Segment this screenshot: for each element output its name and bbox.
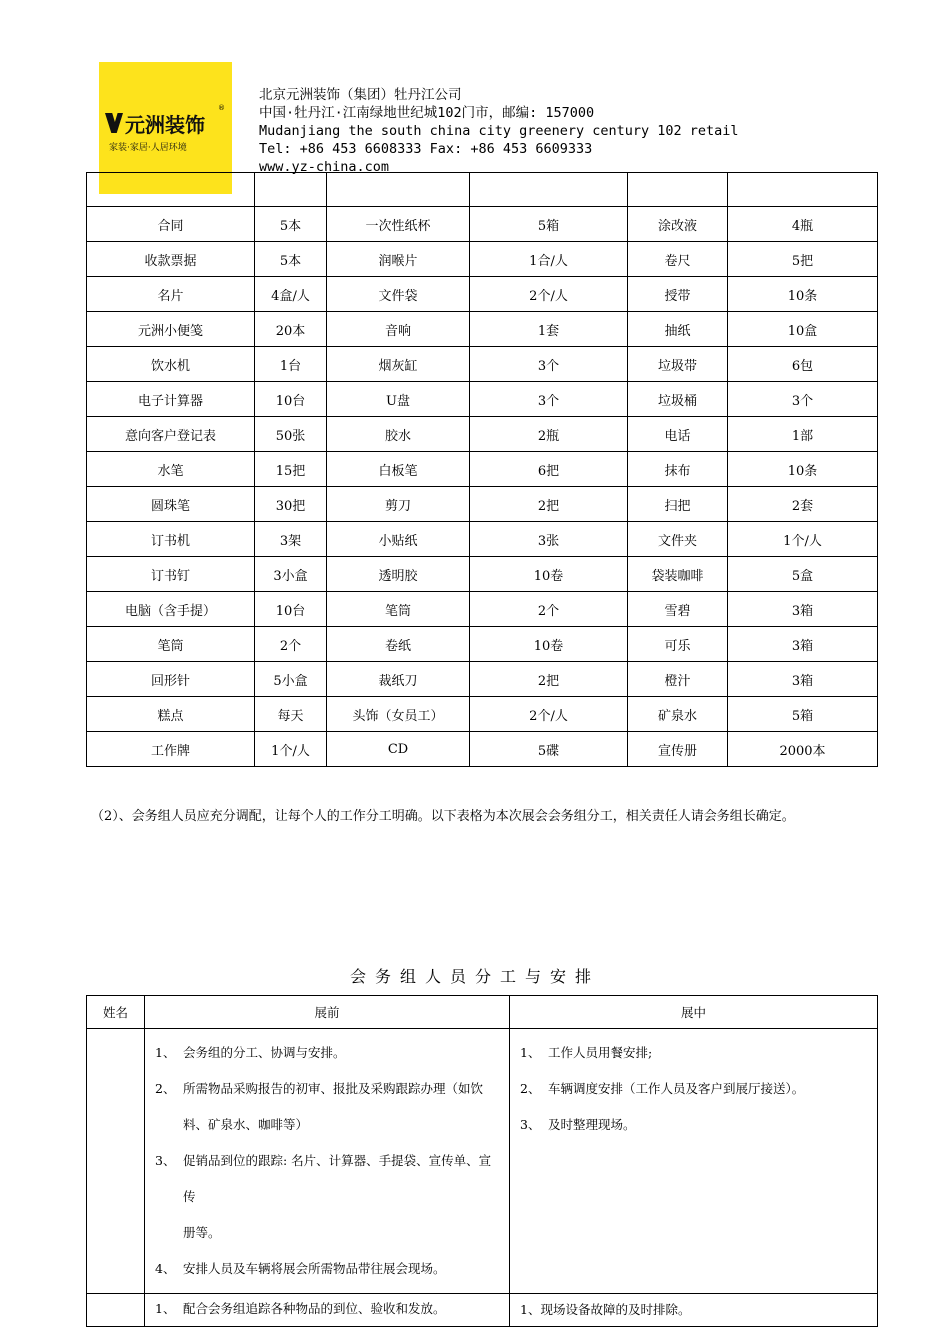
item-name-cell: 卷尺 <box>628 242 728 277</box>
duty-item <box>155 1107 503 1143</box>
item-name-cell: CD <box>327 732 470 767</box>
table-row <box>87 697 878 732</box>
item-name-cell: 名片 <box>87 277 255 312</box>
duty-item <box>520 1107 871 1143</box>
duty-item-text: 配合会务组追踪各种物品的到位、验收和发放。 <box>183 1301 446 1316</box>
item-name-cell: 电脑（含手提） <box>87 592 255 627</box>
duty-item-text: 及时整理现场。 <box>548 1117 636 1132</box>
item-name-cell: 圆珠笔 <box>87 487 255 522</box>
table-cell <box>470 173 628 207</box>
item-name-cell: 笔筒 <box>87 627 255 662</box>
duty-item-text: 料、矿泉水、咖啡等） <box>183 1117 309 1132</box>
logo-registered-mark: ® <box>218 104 225 112</box>
item-name-cell: 垃圾桶 <box>628 382 728 417</box>
item-name-cell: 回形针 <box>87 662 255 697</box>
item-quantity-cell: 15把 <box>255 452 327 487</box>
item-name-cell: 宣传册 <box>628 732 728 767</box>
item-quantity-cell: 3箱 <box>728 627 878 662</box>
item-name-cell: 文件袋 <box>327 277 470 312</box>
item-name-cell: 饮水机 <box>87 347 255 382</box>
duty-item-text: 册等。 <box>183 1225 221 1240</box>
item-quantity-cell: 10卷 <box>470 627 628 662</box>
duty-item <box>155 1215 503 1251</box>
duty-row <box>87 1029 878 1294</box>
item-quantity-cell: 3个 <box>470 347 628 382</box>
item-quantity-cell: 1套 <box>470 312 628 347</box>
item-quantity-cell: 2个 <box>255 627 327 662</box>
logo-mark <box>105 108 226 138</box>
item-name-cell: 一次性纸杯 <box>327 207 470 242</box>
duty-item-text: 安排人员及车辆将展会所需物品带往展会现场。 <box>183 1261 446 1276</box>
item-quantity-cell: 3小盒 <box>255 557 327 592</box>
item-quantity-cell: 5盒 <box>728 557 878 592</box>
item-name-cell: 可乐 <box>628 627 728 662</box>
item-quantity-cell: 5本 <box>255 207 327 242</box>
company-address-en: Mudanjiang the south china city greenery century 102 retail <box>259 123 739 139</box>
logo-tagline: 家装·家居·人居环境 <box>109 143 187 153</box>
item-quantity-cell: 1合/人 <box>470 242 628 277</box>
company-name: 北京元洲装饰（集团）牡丹江公司 <box>259 87 462 103</box>
duty-item <box>155 1035 503 1071</box>
table-cell <box>255 173 327 207</box>
item-name-cell: U盘 <box>327 382 470 417</box>
letterhead <box>259 86 739 176</box>
item-quantity-cell: 50张 <box>255 417 327 452</box>
table-row <box>87 207 878 242</box>
duty-row <box>87 1294 878 1327</box>
table-row <box>87 382 878 417</box>
table-row <box>87 173 878 207</box>
item-quantity-cell: 2000本 <box>728 732 878 767</box>
item-quantity-cell: 3箱 <box>728 662 878 697</box>
item-name-cell: 剪刀 <box>327 487 470 522</box>
item-quantity-cell: 1台 <box>255 347 327 382</box>
item-quantity-cell: 10卷 <box>470 557 628 592</box>
header-name: 姓名 <box>87 996 145 1029</box>
item-quantity-cell: 2把 <box>470 487 628 522</box>
item-name-cell: 收款票据 <box>87 242 255 277</box>
item-name-cell: 胶水 <box>327 417 470 452</box>
item-quantity-cell: 6包 <box>728 347 878 382</box>
table-row <box>87 417 878 452</box>
table-row <box>87 347 878 382</box>
item-name-cell: 矿泉水 <box>628 697 728 732</box>
item-name-cell: 意向客户登记表 <box>87 417 255 452</box>
item-name-cell: 裁纸刀 <box>327 662 470 697</box>
item-quantity-cell: 10条 <box>728 277 878 312</box>
duty-item-text: 工作人员用餐安排; <box>548 1045 653 1060</box>
item-quantity-cell: 10台 <box>255 382 327 417</box>
table-cell <box>327 173 470 207</box>
duty-item <box>520 1035 871 1071</box>
item-quantity-cell: 30把 <box>255 487 327 522</box>
item-name-cell: 涂改液 <box>628 207 728 242</box>
item-quantity-cell: 2瓶 <box>470 417 628 452</box>
duty-item-number: 4、 <box>155 1261 176 1276</box>
item-quantity-cell: 3架 <box>255 522 327 557</box>
company-address: 中国·牡丹江·江南绿地世纪城102门市，邮编: 157000 <box>259 105 595 121</box>
item-quantity-cell: 2个/人 <box>470 277 628 312</box>
item-quantity-cell: 每天 <box>255 697 327 732</box>
table-row <box>87 522 878 557</box>
item-name-cell: 小贴纸 <box>327 522 470 557</box>
item-name-cell: 水笔 <box>87 452 255 487</box>
item-name-cell: 订书钉 <box>87 557 255 592</box>
duty-item-text: 会务组的分工、协调与安排。 <box>183 1045 346 1060</box>
item-quantity-cell: 5碟 <box>470 732 628 767</box>
item-quantity-cell: 1部 <box>728 417 878 452</box>
item-quantity-cell: 10盒 <box>728 312 878 347</box>
company-website: www.yz-china.com <box>259 159 390 175</box>
item-quantity-cell: 10台 <box>255 592 327 627</box>
item-name-cell: 授带 <box>628 277 728 312</box>
item-name-cell: 电子计算器 <box>87 382 255 417</box>
item-name-cell: 订书机 <box>87 522 255 557</box>
duty-table <box>86 995 878 1327</box>
duty-item-text: 车辆调度安排（工作人员及客户到展厅接送）。 <box>548 1081 805 1096</box>
table-row <box>87 627 878 662</box>
item-quantity-cell: 5本 <box>255 242 327 277</box>
duty-item <box>155 1294 503 1324</box>
item-quantity-cell: 20本 <box>255 312 327 347</box>
table-cell <box>628 173 728 207</box>
duty-item <box>520 1071 871 1107</box>
item-name-cell: 电话 <box>628 417 728 452</box>
header-during: 展中 <box>510 996 878 1029</box>
item-quantity-cell: 3个 <box>728 382 878 417</box>
duty-item-number <box>155 1215 183 1251</box>
duty-item <box>155 1143 503 1215</box>
duty-item-number: 1、 <box>155 1301 176 1316</box>
item-quantity-cell: 2个/人 <box>470 697 628 732</box>
duty-item-number: 1、 <box>155 1045 176 1060</box>
duty-item <box>155 1071 503 1107</box>
item-quantity-cell: 3箱 <box>728 592 878 627</box>
item-name-cell: 雪碧 <box>628 592 728 627</box>
item-quantity-cell: 5小盒 <box>255 662 327 697</box>
table-row <box>87 277 878 312</box>
item-name-cell: 袋装咖啡 <box>628 557 728 592</box>
item-quantity-cell: 4盒/人 <box>255 277 327 312</box>
table-row <box>87 312 878 347</box>
duty-header-row <box>87 996 878 1029</box>
duty-before-cell <box>145 1029 510 1294</box>
duty-item-number: 2、 <box>520 1081 541 1096</box>
item-quantity-cell: 2把 <box>470 662 628 697</box>
duty-item-number: 1、 <box>520 1045 541 1060</box>
item-name-cell: 音响 <box>327 312 470 347</box>
item-name-cell: 卷纸 <box>327 627 470 662</box>
duty-table-title: 会务组人员分工与安排 <box>349 967 600 986</box>
item-quantity-cell: 1个/人 <box>255 732 327 767</box>
table-cell <box>728 173 878 207</box>
item-name-cell: 工作牌 <box>87 732 255 767</box>
duty-item-number: 3、 <box>520 1117 541 1132</box>
duty-item <box>155 1251 503 1287</box>
item-name-cell: 抽纸 <box>628 312 728 347</box>
logo-name: 元洲装饰 <box>125 112 205 137</box>
company-contact: Tel: +86 453 6608333 Fax: +86 453 6609333 <box>259 141 593 157</box>
staffing-note: （2）、会务组人员应充分调配，让每个人的工作分工明确。以下表格为本次展会会务组分工，相关责任人请会务组长确定。 <box>91 809 795 824</box>
item-quantity-cell: 5把 <box>728 242 878 277</box>
item-name-cell: 透明胶 <box>327 557 470 592</box>
item-name-cell: 元洲小便笺 <box>87 312 255 347</box>
logo-y-icon <box>105 113 123 133</box>
item-quantity-cell: 3张 <box>470 522 628 557</box>
item-quantity-cell: 2套 <box>728 487 878 522</box>
item-name-cell: 扫把 <box>628 487 728 522</box>
duty-during-cell <box>510 1294 878 1327</box>
item-name-cell: 文件夹 <box>628 522 728 557</box>
header-before: 展前 <box>145 996 510 1029</box>
duty-item-text: 所需物品采购报告的初审、报批及采购跟踪办理（如饮 <box>183 1081 484 1096</box>
table-row <box>87 662 878 697</box>
item-quantity-cell: 3个 <box>470 382 628 417</box>
item-quantity-cell: 5箱 <box>470 207 628 242</box>
item-quantity-cell: 1个/人 <box>728 522 878 557</box>
duty-item-text: 1、现场设备故障的及时排除。 <box>520 1302 691 1317</box>
item-name-cell: 抹布 <box>628 452 728 487</box>
item-name-cell: 白板笔 <box>327 452 470 487</box>
duty-name-cell <box>87 1294 145 1327</box>
item-name-cell: 笔筒 <box>327 592 470 627</box>
item-name-cell: 润喉片 <box>327 242 470 277</box>
duty-item-text: 促销品到位的跟踪: 名片、计算器、手提袋、宣传单、宣传 <box>183 1153 492 1204</box>
duty-item-number: 2、 <box>155 1081 176 1096</box>
item-name-cell: 烟灰缸 <box>327 347 470 382</box>
table-row <box>87 452 878 487</box>
item-quantity-cell: 10条 <box>728 452 878 487</box>
table-cell <box>87 173 255 207</box>
table-row <box>87 487 878 522</box>
duty-before-cell <box>145 1294 510 1327</box>
duty-item-number: 3、 <box>155 1153 176 1168</box>
table-row <box>87 242 878 277</box>
item-quantity-cell: 2个 <box>470 592 628 627</box>
supplies-table <box>86 172 878 767</box>
table-row <box>87 557 878 592</box>
duty-item-number <box>155 1107 183 1143</box>
item-quantity-cell: 5箱 <box>728 697 878 732</box>
item-quantity-cell: 6把 <box>470 452 628 487</box>
table-row <box>87 592 878 627</box>
item-name-cell: 糕点 <box>87 697 255 732</box>
item-name-cell: 合同 <box>87 207 255 242</box>
duty-name-cell <box>87 1029 145 1294</box>
item-name-cell: 头饰（女员工） <box>327 697 470 732</box>
table-row <box>87 732 878 767</box>
item-name-cell: 橙汁 <box>628 662 728 697</box>
duty-during-cell <box>510 1029 878 1294</box>
item-name-cell: 垃圾带 <box>628 347 728 382</box>
item-quantity-cell: 4瓶 <box>728 207 878 242</box>
